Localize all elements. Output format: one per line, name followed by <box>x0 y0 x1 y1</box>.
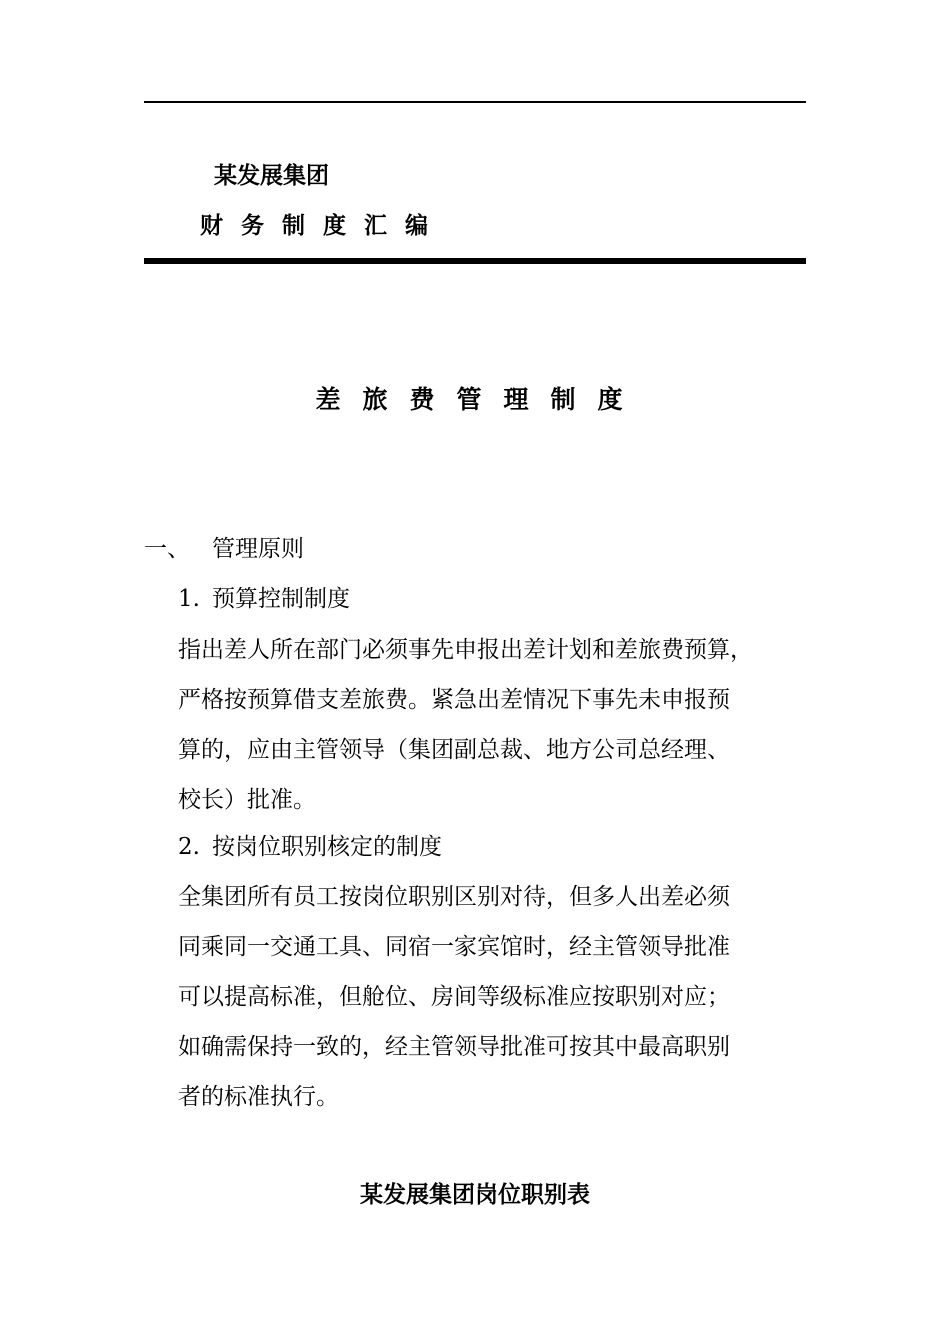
header-bottom-rule <box>144 258 806 264</box>
item-1-title: 预算控制制度 <box>212 586 350 612</box>
paragraph-line: 如确需保持一致的，经主管领导批准可按其中最高职别 <box>178 1034 730 1060</box>
paragraph-line: 者的标准执行。 <box>178 1084 339 1110</box>
paragraph-line: 同乘同一交通工具、同宿一家宾馆时，经主管领导批准 <box>178 934 730 960</box>
header-top-rule <box>144 101 806 103</box>
document-title: 差旅费管理制度 <box>315 385 645 414</box>
compilation-title: 财务制度汇编 <box>200 213 446 239</box>
org-name: 某发展集团 <box>214 163 329 189</box>
item-1-heading <box>178 582 350 616</box>
item-1-paragraph <box>178 625 828 825</box>
table-title: 某发展集团岗位职别表 <box>360 1182 590 1208</box>
section-number: 一、 <box>144 536 190 562</box>
item-2-paragraph <box>178 872 828 1122</box>
paragraph-line: 可以提高标准，但舱位、房间等级标准应按职别对应； <box>178 984 730 1010</box>
section-title: 管理原则 <box>212 536 304 562</box>
paragraph-line: 指出差人所在部门必须事先申报出差计划和差旅费预算， <box>178 637 753 663</box>
paragraph-line: 严格按预算借支差旅费。紧急出差情况下事先未申报预 <box>178 687 730 713</box>
item-2-number: 2. <box>178 834 200 860</box>
paragraph-line: 全集团所有员工按岗位职别区别对待，但多人出差必须 <box>178 884 730 910</box>
item-2-heading <box>178 830 442 864</box>
paragraph-line: 算的，应由主管领导（集团副总裁、地方公司总经理、 <box>178 737 730 763</box>
item-1-number: 1. <box>178 586 200 612</box>
paragraph-line: 校长）批准。 <box>178 787 316 813</box>
item-2-title: 按岗位职别核定的制度 <box>212 834 442 860</box>
section-heading <box>144 532 304 566</box>
